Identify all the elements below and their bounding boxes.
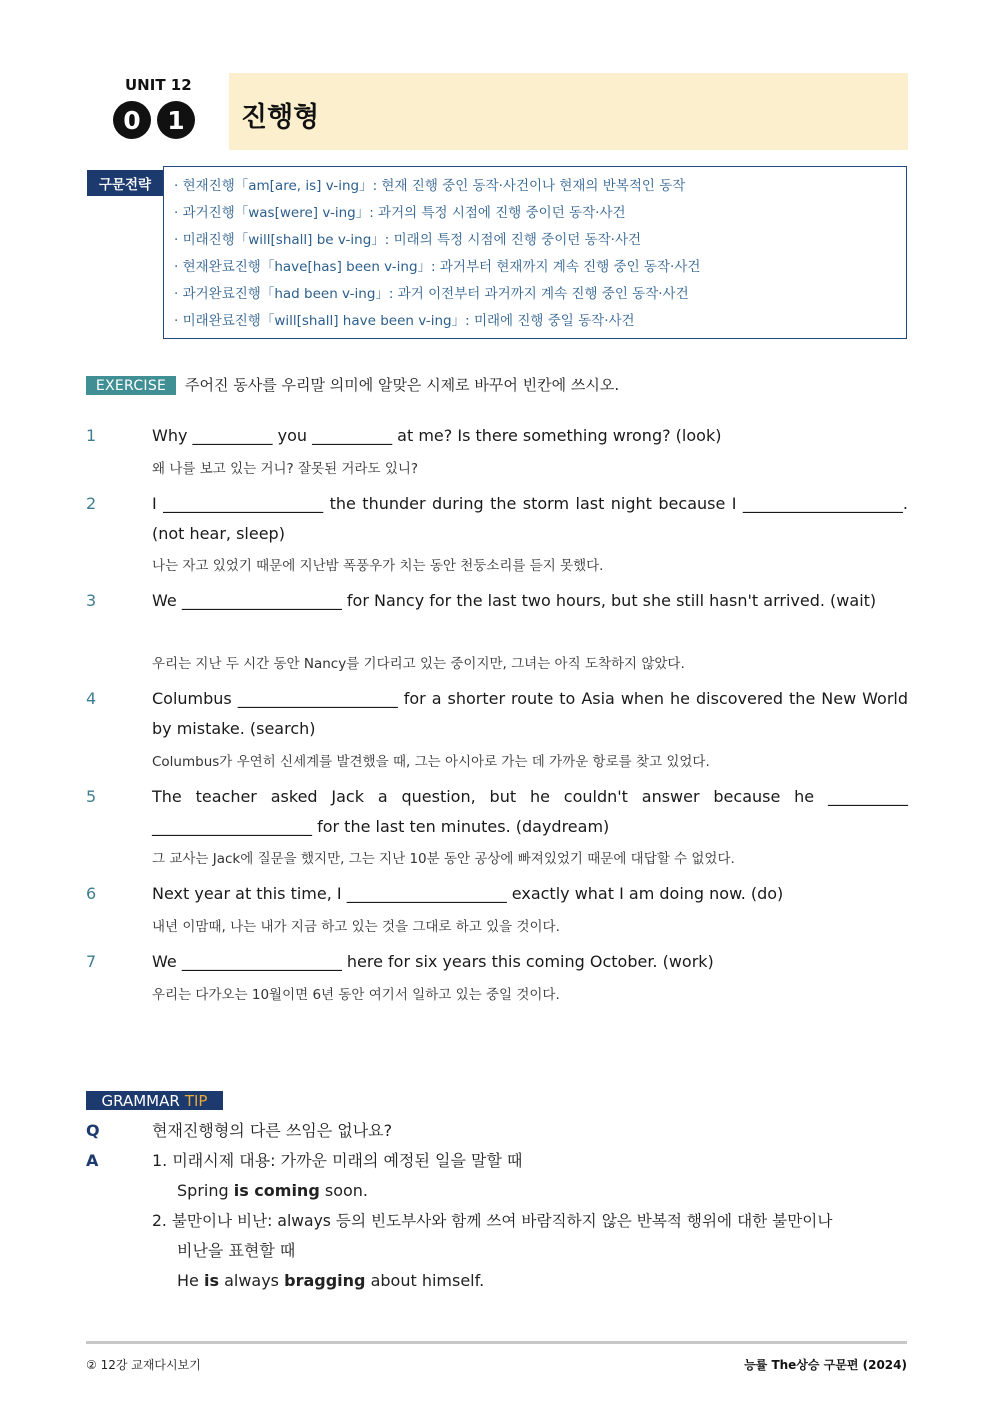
example-highlight: bragging bbox=[284, 1271, 366, 1290]
question-text: The teacher asked Jack a question, but he couldn't answer because he __________ ____________________ for the last ten minutes. (daydream) bbox=[152, 787, 908, 836]
question-translation: 왜 나를 보고 있는 거니? 잘못된 거라도 있니? bbox=[152, 461, 419, 477]
strategy-item: · 미래진행「will[shall] be v-ing」: 미래의 특정 시점에 진행 중이던 동작·사건 bbox=[174, 232, 642, 248]
tip-question: 현재진행형의 다른 쓰임은 없나요? bbox=[152, 1121, 393, 1140]
strategy-item: · 현재완료진행「have[has] been v-ing」: 과거부터 현재까지 계속 진행 중인 동작·사건 bbox=[174, 259, 701, 275]
page-title: 진행형 bbox=[241, 102, 320, 133]
question-translation: 우리는 지난 두 시간 동안 Nancy를 기다리고 있는 중이지만, 그녀는 아직 도착하지 않았다. bbox=[152, 656, 685, 672]
strategy-box bbox=[163, 166, 907, 339]
strategy-item: · 현재진행「am[are, is] v-ing」: 현재 진행 중인 동작·사건이나 현재의 반복적인 동작 bbox=[174, 178, 686, 194]
example-text: He bbox=[177, 1271, 204, 1290]
question-translation: 우리는 다가오는 10월이면 6년 동안 여기서 일하고 있는 중일 것이다. bbox=[152, 987, 560, 1003]
question-text: I ____________________ the thunder during the storm last night because I ____________________. (not hear, sleep) bbox=[152, 494, 908, 543]
exercise-instruction: 주어진 동사를 우리말 의미에 알맞은 시제로 바꾸어 빈칸에 쓰시오. bbox=[185, 376, 620, 394]
lesson-number bbox=[113, 101, 195, 139]
example-highlight: is bbox=[203, 1271, 219, 1290]
grammar-tip-label: GRAMMAR bbox=[101, 1091, 180, 1110]
unit-label: UNIT 12 bbox=[125, 76, 192, 94]
answer-letter: A bbox=[86, 1151, 99, 1170]
tip-point-2-cont: 비난을 표현할 때 bbox=[177, 1241, 296, 1260]
strategy-item: · 과거진행「was[were] v-ing」: 과거의 특정 시점에 진행 중이던 동작·사건 bbox=[174, 205, 626, 221]
exercise-tag: EXERCISE bbox=[86, 376, 176, 395]
question-translation: 그 교사는 Jack에 질문을 했지만, 그는 지난 10분 동안 공상에 빠져있었기 때문에 대답할 수 없었다. bbox=[152, 851, 735, 867]
question-text: Columbus ____________________ for a shorter route to Asia when he discovered the New World by mistake. (search) bbox=[152, 689, 908, 738]
tip-example-1 bbox=[177, 1176, 368, 1206]
tip-point-2: 2. 불만이나 비난: always 등의 빈도부사와 함께 쓰여 바람직하지 않은 반복적 행위에 대한 불만이나 bbox=[152, 1212, 833, 1230]
example-highlight: is coming bbox=[233, 1181, 320, 1200]
grammar-tip-tag bbox=[86, 1091, 223, 1110]
tip-point-1: 1. 미래시제 대용: 가까운 미래의 예정된 일을 말할 때 bbox=[152, 1151, 523, 1170]
question-number: 2 bbox=[86, 494, 97, 513]
lesson-number-digit: 0 bbox=[113, 101, 151, 139]
lesson-number-digit: 1 bbox=[157, 101, 195, 139]
strategy-item: · 미래완료진행「will[shall] have been v-ing」: 미래에 진행 중일 동작·사건 bbox=[174, 313, 635, 329]
question-translation: 나는 자고 있었기 때문에 지난밤 폭풍우가 치는 동안 천둥소리를 듣지 못했다. bbox=[152, 558, 604, 574]
question-text: We ____________________ here for six years this coming October. (work) bbox=[152, 952, 714, 971]
strategy-item: · 과거완료진행「had been v-ing」: 과거 이전부터 과거까지 계속 진행 중인 동작·사건 bbox=[174, 286, 689, 302]
question-number: 7 bbox=[86, 952, 97, 971]
strategy-list bbox=[164, 167, 906, 337]
question-letter: Q bbox=[86, 1121, 100, 1140]
question-number: 6 bbox=[86, 884, 97, 903]
example-text: soon. bbox=[319, 1181, 369, 1200]
grammar-tip-accent: TIP bbox=[184, 1091, 208, 1110]
strategy-tag: 구문전략 bbox=[87, 170, 163, 196]
question-translation: Columbus가 우연히 신세계를 발견했을 때, 그는 아시아로 가는 데 가까운 항로를 찾고 있었다. bbox=[152, 754, 710, 770]
title-bar bbox=[229, 73, 908, 150]
question-number: 3 bbox=[86, 591, 97, 610]
question-number: 4 bbox=[86, 689, 97, 708]
footer-right: 능률 The상승 구문편 (2024) bbox=[744, 1358, 907, 1372]
question-number: 5 bbox=[86, 787, 97, 806]
question-number: 1 bbox=[86, 426, 97, 445]
footer-left: ② 12강 교재다시보기 bbox=[86, 1358, 201, 1372]
question-text: Next year at this time, I ____________________ exactly what I am doing now. (do) bbox=[152, 884, 784, 903]
example-text: always bbox=[218, 1271, 285, 1290]
question-text: Why __________ you __________ at me? Is there something wrong? (look) bbox=[152, 426, 722, 445]
question-text: We ____________________ for Nancy for the last two hours, but she still hasn't arrived. (wait) bbox=[152, 591, 877, 610]
example-text: Spring bbox=[177, 1181, 234, 1200]
example-text: about himself. bbox=[365, 1271, 485, 1290]
footer-divider bbox=[86, 1341, 907, 1344]
question-translation: 내년 이맘때, 나는 내가 지금 하고 있는 것을 그대로 하고 있을 것이다. bbox=[152, 919, 560, 935]
tip-example-2 bbox=[177, 1266, 484, 1296]
